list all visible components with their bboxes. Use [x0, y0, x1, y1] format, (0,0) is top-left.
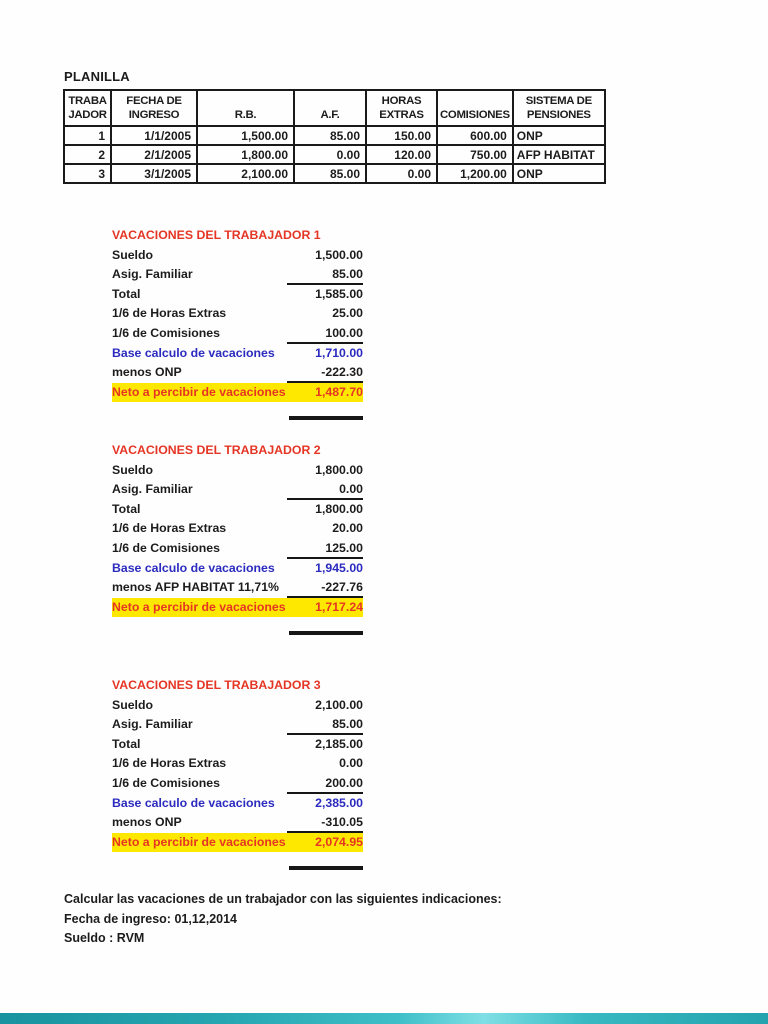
vacation-section — [112, 441, 363, 635]
table-cell: 85.00 — [294, 164, 366, 183]
footer-line: Calcular las vacaciones de un trabajador con las siguientes indicaciones: — [64, 892, 502, 906]
table-cell: 0.00 — [366, 164, 437, 183]
row-label: Sueldo — [112, 462, 153, 477]
total-double-rule — [289, 416, 363, 420]
table-cell: 0.00 — [294, 145, 366, 164]
row-value: -310.05 — [287, 813, 363, 833]
vacation-section — [112, 226, 363, 420]
row-value: 2,185.00 — [315, 736, 363, 751]
row-label: Sueldo — [112, 247, 153, 262]
table-cell: 2/1/2005 — [111, 145, 197, 164]
section-row — [112, 461, 363, 481]
row-label: 1/6 de Horas Extras — [112, 306, 227, 321]
table-cell: AFP HABITAT — [513, 145, 605, 164]
section-row — [112, 324, 363, 344]
row-label: Base calculo de vacaciones — [112, 345, 275, 360]
section-title: VACACIONES DEL TRABAJADOR 2 — [112, 443, 321, 457]
row-label: Asig. Familiar — [112, 717, 193, 732]
table-cell: 1,800.00 — [197, 145, 294, 164]
footer-line: Sueldo : RVM — [64, 931, 145, 945]
table-cell: 1,500.00 — [197, 126, 294, 145]
row-value: 100.00 — [287, 324, 363, 344]
row-value: 0.00 — [287, 480, 363, 500]
row-value: 25.00 — [332, 306, 363, 321]
table-header-cell: HORAS EXTRAS — [366, 90, 437, 126]
row-label: Total — [112, 501, 141, 516]
row-value: -227.76 — [287, 578, 363, 598]
row-value: 1,710.00 — [315, 345, 363, 360]
row-label: Asig. Familiar — [112, 267, 193, 282]
row-value: 200.00 — [287, 774, 363, 794]
table-cell: 150.00 — [366, 126, 437, 145]
section-row — [112, 696, 363, 716]
table-cell: ONP — [513, 164, 605, 183]
table-head — [64, 90, 605, 126]
table-row — [64, 145, 605, 164]
table-header-cell: FECHA DE INGRESO — [111, 90, 197, 126]
row-label: Base calculo de vacaciones — [112, 795, 275, 810]
page-title: PLANILLA — [64, 69, 130, 84]
section-row — [112, 754, 363, 774]
table-header-cell: SISTEMA DE PENSIONES — [513, 90, 605, 126]
row-value: -222.30 — [287, 363, 363, 383]
section-title: VACACIONES DEL TRABAJADOR 1 — [112, 228, 321, 242]
table-header-cell: R.B. — [197, 90, 294, 126]
row-label: 1/6 de Horas Extras — [112, 521, 227, 536]
row-label: Asig. Familiar — [112, 482, 193, 497]
row-label: 1/6 de Comisiones — [112, 775, 220, 790]
row-value: 1,717.24 — [315, 599, 363, 614]
section-row — [112, 833, 363, 853]
vacation-section — [112, 676, 363, 870]
row-label: Total — [112, 736, 141, 751]
table-header-cell: TRABA JADOR — [64, 90, 111, 126]
row-value: 0.00 — [339, 756, 363, 771]
row-label: Neto a percibir de vacaciones — [112, 599, 286, 614]
section-row — [112, 246, 363, 266]
section-title: VACACIONES DEL TRABAJADOR 3 — [112, 678, 321, 692]
row-value: 85.00 — [287, 715, 363, 735]
row-label: 1/6 de Comisiones — [112, 540, 220, 555]
bottom-progress-bar[interactable] — [0, 1013, 768, 1024]
section-row — [112, 794, 363, 814]
section-row — [112, 735, 363, 755]
row-value: 2,074.95 — [315, 834, 363, 849]
table-cell: 3 — [64, 164, 111, 183]
section-row — [112, 519, 363, 539]
planilla-table — [63, 89, 606, 184]
table-cell: 85.00 — [294, 126, 366, 145]
table-cell: 600.00 — [437, 126, 513, 145]
section-row — [112, 500, 363, 520]
row-value: 2,100.00 — [315, 697, 363, 712]
section-row — [112, 383, 363, 403]
section-row — [112, 285, 363, 305]
table-cell: 120.00 — [366, 145, 437, 164]
table-header-cell: A.F. — [294, 90, 366, 126]
table-cell: 750.00 — [437, 145, 513, 164]
table-cell: 2,100.00 — [197, 164, 294, 183]
row-value: 125.00 — [287, 539, 363, 559]
total-double-rule — [289, 866, 363, 870]
row-value: 85.00 — [287, 265, 363, 285]
section-row — [112, 344, 363, 364]
table-header-cell: COMISIONES — [437, 90, 513, 126]
row-value: 1,487.70 — [315, 384, 363, 399]
table-cell: 1 — [64, 126, 111, 145]
row-value: 1,800.00 — [315, 501, 363, 516]
row-value: 2,385.00 — [315, 795, 363, 810]
table-cell: 1/1/2005 — [111, 126, 197, 145]
table-cell: 1,200.00 — [437, 164, 513, 183]
total-double-rule — [289, 631, 363, 635]
table-cell: 2 — [64, 145, 111, 164]
footer-line: Fecha de ingreso: 01,12,2014 — [64, 911, 238, 926]
section-row — [112, 774, 363, 794]
section-row — [112, 813, 363, 833]
footer-note — [64, 890, 502, 949]
table-row — [64, 164, 605, 183]
row-label: menos AFP HABITAT 11,71% — [112, 580, 279, 595]
row-value: 1,945.00 — [315, 560, 363, 575]
row-label: Sueldo — [112, 697, 153, 712]
row-label: 1/6 de Comisiones — [112, 325, 220, 340]
row-label: Neto a percibir de vacaciones — [112, 384, 286, 399]
section-row — [112, 559, 363, 579]
row-value: 20.00 — [332, 521, 363, 536]
section-row — [112, 304, 363, 324]
row-value: 1,500.00 — [315, 247, 363, 262]
section-row — [112, 363, 363, 383]
row-label: Total — [112, 286, 141, 301]
table-header-row — [64, 90, 605, 126]
table-row — [64, 126, 605, 145]
table-body — [64, 126, 605, 183]
row-value: 1,585.00 — [315, 286, 363, 301]
row-value: 1,800.00 — [315, 462, 363, 477]
table-cell: 3/1/2005 — [111, 164, 197, 183]
row-label: Base calculo de vacaciones — [112, 560, 275, 575]
row-label: 1/6 de Horas Extras — [112, 756, 227, 771]
section-row — [112, 578, 363, 598]
section-row — [112, 598, 363, 618]
row-label: Neto a percibir de vacaciones — [112, 834, 286, 849]
row-label: menos ONP — [112, 365, 182, 380]
section-row — [112, 539, 363, 559]
section-row — [112, 265, 363, 285]
table-cell: ONP — [513, 126, 605, 145]
section-row — [112, 480, 363, 500]
row-label: menos ONP — [112, 815, 182, 830]
section-row — [112, 715, 363, 735]
